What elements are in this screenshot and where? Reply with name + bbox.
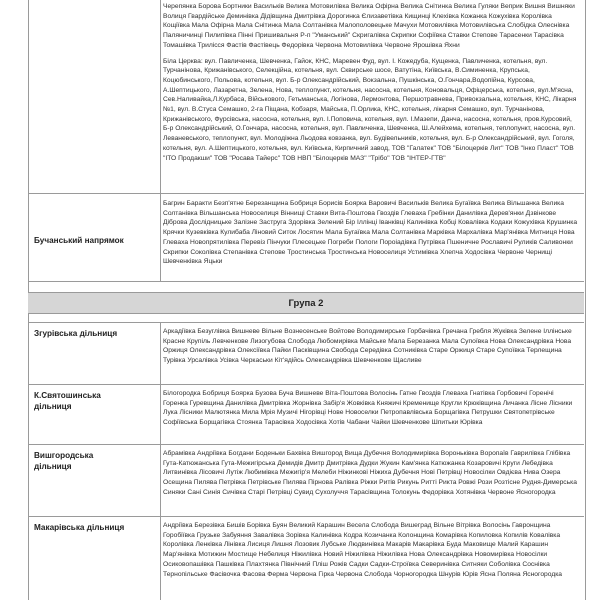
row-content: Білогородка Бобриця Боярка Бузова Буча Вишневе Віта-Поштова Волосінь Гатне Гвоздів Глевaха Гнатівка Горбовичі Горенічі Горенка Гуревщина Данилівка Дмитрівка Жорнівка Забір'я Жовківка Княжичі Кременище Кругли Крюківщина Личанка Лісне Лісники Лука Лісники Малютянка Мила Мрія Музичі Нігорівці Нове Новоселки Петропавлівська Борщагівка Петрушки Святопетрівське Софіївська Борщагівка Стоянка Тарасівка Ходосівка Хотів Чабани Чайки Шевченкове Шпитьки Юрівка <box>163 390 573 427</box>
column-divider <box>160 322 161 384</box>
column-divider <box>160 193 161 281</box>
table-row-vyshhorodska <box>28 444 584 516</box>
bila-tserkva-list: Біла Церква: вул. Павличенка, Шевченка, Гайок, КНС, Маревен Фуд, вул. І. Кожедуба, Кущенка, Павличенка, котельня, вул. Турчанінова, Крижанівського, Селекційна, котельня, вул. Сквирське шосе, Ватутіна, Київська, В.Симиненка, Крупська, Коцюбинського, Польова, котельня, вул. Б-р Олександрійський, Вокзальна, Пушкінська, О.Гончара,Водопійна, Курсова, А.Шептицького, Лазаретна, Зелена, Нова, теплопункт, котельня, насосна, котельня, Коновальця, Офіцерська, котельня, вул.М'ясна, Сев.Наливайка,Л.Курбаса, Військового, Гетьманська, Логінова, Лермонтова, Першотравнева, Привокзальна, котельня, КНС, Лікарня №1, вул. В.Стуса Семашко, 2-га Піщана, Кобзаря, Майська, П.Орлика, КНС, котельня, лікарня Семашко, вул. Турчанінова, Крижанівського, Фурсівська, насосна, котельня, вул. І.Поповича, котельня, вул. І.Мазепи, Данча, насосна, котельня, пров.Курсовий, Б-р Олександрійський, О.Гончара, насосна, котельня, вул. Павличенка, Шевченка, Ш.Алейхема, котельня, теплопункт, насосна, вул. Леваневського, теплопункт, вул. Молодіжна Льодова ковзанка, вул. Будівельників, котельня, вул. Б-р Олександрійський, вул. Гоголя, котельня, вул. А.Шептицького, котельня, вул. Київська, Кирпичний завод, ТОВ "Галатек" ТОВ "Білоцерків Лит" ТОВ "Інко Пласт" ТОВ "ІТО Продакши" ТОВ "Росава Тайерс" ТОВ НВП "Білоцерків МАЗ" "Трібо" ТОВ "ІНТЕР-ГТВ" <box>163 57 577 162</box>
district-label-line1: К.Святошинська <box>34 391 101 400</box>
row-content: Аркадіївка Безуглівка Вишневе Вільне Вознесенське Войтове Володимирське Горбачівка Гречана Гребля Жуківка Зелене Іллінське Красне Крупіль Левченкове Лизогубова Слобода Любомирівка Майське Мала Березанка Мала Супоївка Нова Олександрівка Нова Оржиця Олександрівка Олексіївка Пайки Пасківщина Свобода Середівка Сотниківка Старе Оржиця Старе Супоївка Терлещина Турівка Урсалівка Усівка Черкаськи Кіт'ядійсь Олександрівка Шевченкове Щасливе <box>163 328 572 365</box>
column-divider <box>160 516 161 600</box>
table-row-makarivska <box>28 516 584 600</box>
table-row-zgurivska <box>28 322 584 384</box>
settlements-list: Черепянка Борова Бортники Васильків Велика Мотовилівка Велика Офірна Велика Снітинка Велика Гуляки Веприк Вишня Вишняки Волиця Гвардійське Деминівка Дідівщина Дмитрівка Дорогинка Єлизаветівка Кищинці Клехівка Кожанка Кожухівка Королівка Кощіївка Мала Офірна Мала Снітинка Мала Солтанівка Малополовецьке Мачухи Мотовилівка Мотовилівська Слобідка Олеснівка Паляничинці Пилипівка Пінні Пришивальня Р-п "Уманський" Скригалівка Скрипки Софіївка Ставки Степове Тарасенки Тарасівка Томашівка Трилісся Фастів Фастівець Федорівка Червона Мотовилівка Червоне Ярошівка Яхни <box>163 3 575 49</box>
district-label: Макарівська дільниця <box>34 523 125 532</box>
table-row-buchanskyi <box>28 193 584 281</box>
table-row-top <box>28 0 584 193</box>
column-divider <box>160 384 161 444</box>
column-divider <box>160 444 161 516</box>
row-content: Абрамівка Андріївка Богдани Боденьки Бахвіка Вишгород Вища Дубечня Володимирівка Воронькiвка Воропаїв Гаврилівка Глібівка Гута-Катюжанська Гута-Межигірська Демидів Дмитр Дмитрівка Дудки Жукин Кам'янка Катюжанка Козаровичі Круги Лебедівка Литвинівка Лісовичі Лутiж Любимівка Межигір'я Мелеби Ніжинкові Ніжиха Дубечня Нові Петрівці Новосілки Овдієва Нива Озера Осещина Пилява Петрівка Петрівськe Пилява Пірнова Ралівка Ріжки Ритів Рикунь Ритті Рикта Ровжі Рози Розтісне Рудня-Димерська Синяки Сані Синія Сичівка Старі Петрівці Сувид Сухолуччя Тарасівщина Толокунь Федорівка Хотянівка Червоне Ясногородка <box>163 450 577 496</box>
row-content <box>163 2 578 163</box>
group-header <box>28 292 584 314</box>
district-label <box>34 451 146 472</box>
direction-label: Бучанський напрямок <box>34 236 124 245</box>
table-row-ksvyatoshynska <box>28 384 584 444</box>
group-title: Група 2 <box>288 297 324 309</box>
district-label: Згурівська дільниця <box>34 329 118 338</box>
district-label-line2: дільниця <box>34 401 72 411</box>
row-content: Багрин Баракти Безп'ятне Березанщина Бобриця Борисів Бояркa Ваpoвичі Васильків Велика Бугаївка Велика Вільшанка Велика Солтанівка Вільшанська Новоселиця Віннищі Ставки Вита-Поштова Гвоздів Глевaха Гребінки Данилівка Дерев'янки Дзвінкове Діброва Дослідницьке Залізне Застругa Здорівка Зелений Бір Іллінці Іванківці Калинівка Кобці Ковалівка Кодаки Кожухівка Крушинка Крячки Кузевківка Кулибаба Ліновий Ситок Лосятин Мала Бугаївка Мала Солтанівка Марківка Мархалівка Мар'янівка Митниця Нова Глевaха Новопрятилівка Перевіз Пінчуки Плесецьке Погреби Пологи Пороіадівка Путрівка Пшеничне Рославичі Руликів Саливонки Скрипки Соколівка Степанівка Степове Тростинська Тростинська Новоселиця Устимівка Хлепча Ходосівка Червоне Чернищі Шевченківка Яцьки <box>163 200 578 266</box>
row-content: Андріївка Березівка Бишів Борівка Буян Великий Карашин Весела Слобода Вишеград Вільне Вітрівка Волосінь Гавронщина Горобіївка Грузьке Забуяння Завалівка Зорівка Калинівка Кодра Козичанка Колонщина Комарівка Копиловка Копилів Ковалівка Королівка Ленківка Лінівка Лисиця Лишня Лозовик Лубське Людвинівка Макарів Макарівка Буда Маковище Малий Карашин Мар'янівка Мотижин Мостище Небелиця Ніжилівка Новий Ніжилівка Ніжилівка Нова Олександрівка Новомирівка Новосілки Осиковопашівка Пашківка Плахтянка Північний Пліш Рожів Садки Садки-Строївка Северинівка Ситняки Соболівка Соснівка Тернопільське Фасівочка Фасова Ферма Червона Гірка Червона Слобода Чорногородка Шнурів Юрів Ясна Поляна Ясногородка <box>163 522 563 578</box>
district-label <box>34 391 146 412</box>
column-divider <box>160 0 161 193</box>
district-label-line2: дільниця <box>34 461 72 471</box>
district-label-line1: Вишгородська <box>34 451 94 460</box>
table-gap <box>28 281 584 282</box>
